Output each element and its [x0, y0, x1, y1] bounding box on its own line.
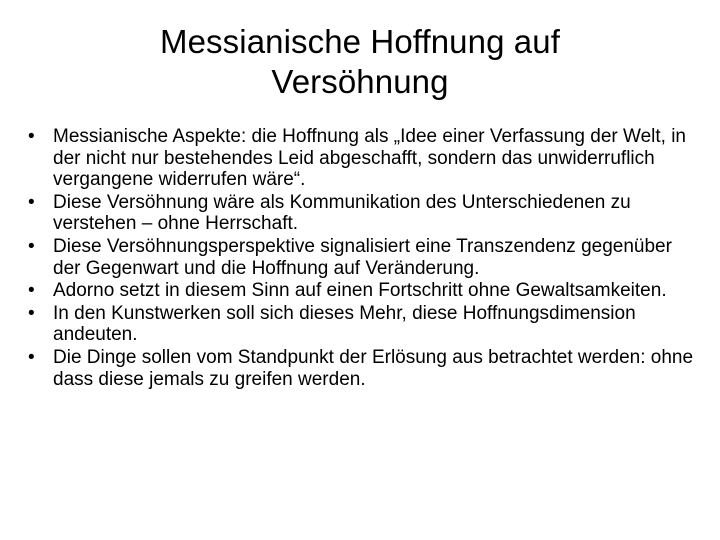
bullet-item	[28, 303, 698, 346]
bullet-text: Adorno setzt in diesem Sinn auf einen Fortschritt ohne Gewaltsamkeiten.	[53, 280, 667, 302]
bullet-text: Messianische Aspekte: die Hoffnung als „Idee einer Verfassung der Welt, in der nicht nur bestehendes Leid abgeschafft, sondern das unwiderruflich vergangene widerrufen wäre“.	[53, 126, 686, 191]
slide-title-line-1: Messianische Hoffnung auf	[160, 23, 560, 60]
bullet-text: In den Kunstwerken soll sich dieses Mehr, diese Hoffnungsdimension andeuten.	[53, 302, 636, 346]
bullet-item	[28, 236, 698, 279]
bullet-point-icon: •	[28, 346, 35, 368]
bullet-item	[28, 280, 698, 302]
bullet-point-icon: •	[28, 280, 35, 302]
bullet-list	[28, 126, 698, 391]
bullet-item	[28, 126, 698, 191]
bullet-text: Die Dinge sollen vom Standpunkt der Erlösung aus betrachtet werden: ohne dass diese jemals zu greifen werden.	[53, 346, 694, 390]
bullet-point-icon: •	[28, 302, 35, 324]
bullet-item	[28, 347, 698, 390]
bullet-point-icon: •	[28, 191, 35, 213]
bullet-point-icon: •	[28, 235, 35, 257]
bullet-text: Diese Versöhnungsperspektive signalisiert eine Transzendenz gegenüber der Gegenwart und die Hoffnung auf Veränderung.	[53, 235, 672, 279]
bullet-text: Diese Versöhnung wäre als Kommunikation des Unterschiedenen zu verstehen – ohne Herrschaft.	[53, 191, 631, 235]
slide-title	[60, 22, 660, 102]
slide-title-line-2: Versöhnung	[271, 63, 449, 100]
bullet-point-icon: •	[28, 126, 35, 147]
bullet-item	[28, 192, 698, 235]
